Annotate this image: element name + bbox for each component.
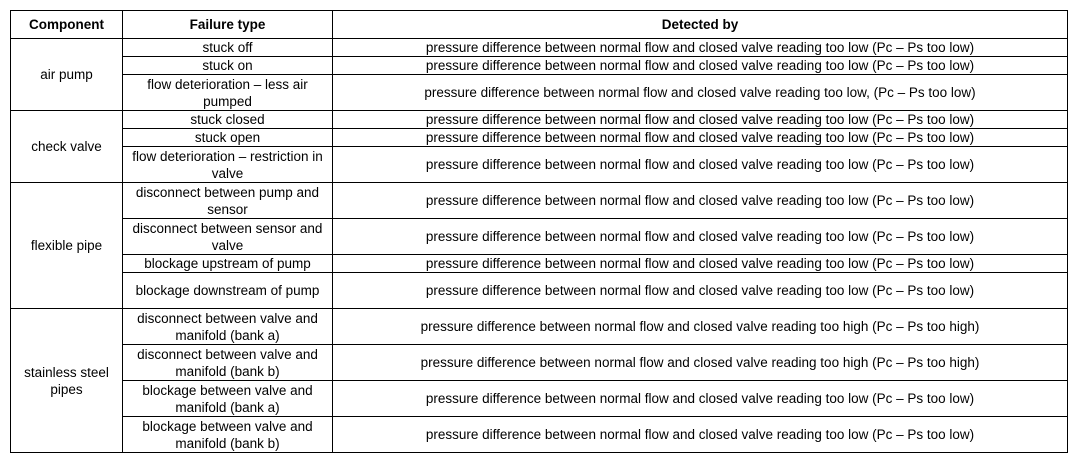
failure-type-cell: disconnect between valve and manifold (bank b) — [123, 345, 333, 381]
detected-by-cell: pressure difference between normal flow and closed valve reading too high (Pc – Ps too high) — [333, 309, 1068, 345]
table-row — [11, 219, 1068, 255]
detected-by-cell: pressure difference between normal flow and closed valve reading too low (Pc – Ps too low) — [333, 417, 1068, 453]
table-row — [11, 111, 1068, 129]
failure-type-cell: disconnect between pump and sensor — [123, 183, 333, 219]
detected-by-cell: pressure difference between normal flow and closed valve reading too low (Pc – Ps too low) — [333, 219, 1068, 255]
table-row — [11, 129, 1068, 147]
component-cell: flexible pipe — [11, 183, 123, 309]
failure-type-cell: blockage between valve and manifold (bank b) — [123, 417, 333, 453]
failure-type-cell: blockage upstream of pump — [123, 255, 333, 273]
detected-by-cell: pressure difference between normal flow and closed valve reading too low (Pc – Ps too low) — [333, 273, 1068, 309]
table-row — [11, 255, 1068, 273]
table-row — [11, 183, 1068, 219]
component-cell: check valve — [11, 111, 123, 183]
table-row — [11, 309, 1068, 345]
failure-type-cell: stuck closed — [123, 111, 333, 129]
failure-type-cell: disconnect between sensor and valve — [123, 219, 333, 255]
table-row — [11, 273, 1068, 309]
failure-type-cell: flow deterioration – restriction in valve — [123, 147, 333, 183]
failure-type-cell: disconnect between valve and manifold (bank a) — [123, 309, 333, 345]
detected-by-cell: pressure difference between normal flow and closed valve reading too low (Pc – Ps too low) — [333, 129, 1068, 147]
detected-by-cell: pressure difference between normal flow and closed valve reading too low, (Pc – Ps too low) — [333, 75, 1068, 111]
detected-by-cell: pressure difference between normal flow and closed valve reading too low (Pc – Ps too low) — [333, 147, 1068, 183]
detected-by-cell: pressure difference between normal flow and closed valve reading too low (Pc – Ps too low) — [333, 183, 1068, 219]
table-row — [11, 345, 1068, 381]
header-detected-by: Detected by — [333, 11, 1068, 39]
table-row — [11, 39, 1068, 57]
detected-by-cell: pressure difference between normal flow and closed valve reading too low (Pc – Ps too low) — [333, 111, 1068, 129]
failure-mode-table — [10, 10, 1068, 453]
detected-by-cell: pressure difference between normal flow and closed valve reading too high (Pc – Ps too high) — [333, 345, 1068, 381]
header-component: Component — [11, 11, 123, 39]
detected-by-cell: pressure difference between normal flow and closed valve reading too low (Pc – Ps too low) — [333, 39, 1068, 57]
table-row — [11, 57, 1068, 75]
table-row — [11, 75, 1068, 111]
failure-type-cell: stuck open — [123, 129, 333, 147]
header-failure-type: Failure type — [123, 11, 333, 39]
failure-type-cell: blockage downstream of pump — [123, 273, 333, 309]
table-row — [11, 381, 1068, 417]
failure-type-cell: stuck on — [123, 57, 333, 75]
failure-type-cell: stuck off — [123, 39, 333, 57]
header-row — [11, 11, 1068, 39]
component-cell: stainless steel pipes — [11, 309, 123, 453]
detected-by-cell: pressure difference between normal flow and closed valve reading too low (Pc – Ps too low) — [333, 381, 1068, 417]
failure-type-cell: flow deterioration – less air pumped — [123, 75, 333, 111]
table-row — [11, 147, 1068, 183]
failure-type-cell: blockage between valve and manifold (bank a) — [123, 381, 333, 417]
component-cell: air pump — [11, 39, 123, 111]
table-row — [11, 417, 1068, 453]
detected-by-cell: pressure difference between normal flow and closed valve reading too low (Pc – Ps too low) — [333, 255, 1068, 273]
detected-by-cell: pressure difference between normal flow and closed valve reading too low (Pc – Ps too low) — [333, 57, 1068, 75]
